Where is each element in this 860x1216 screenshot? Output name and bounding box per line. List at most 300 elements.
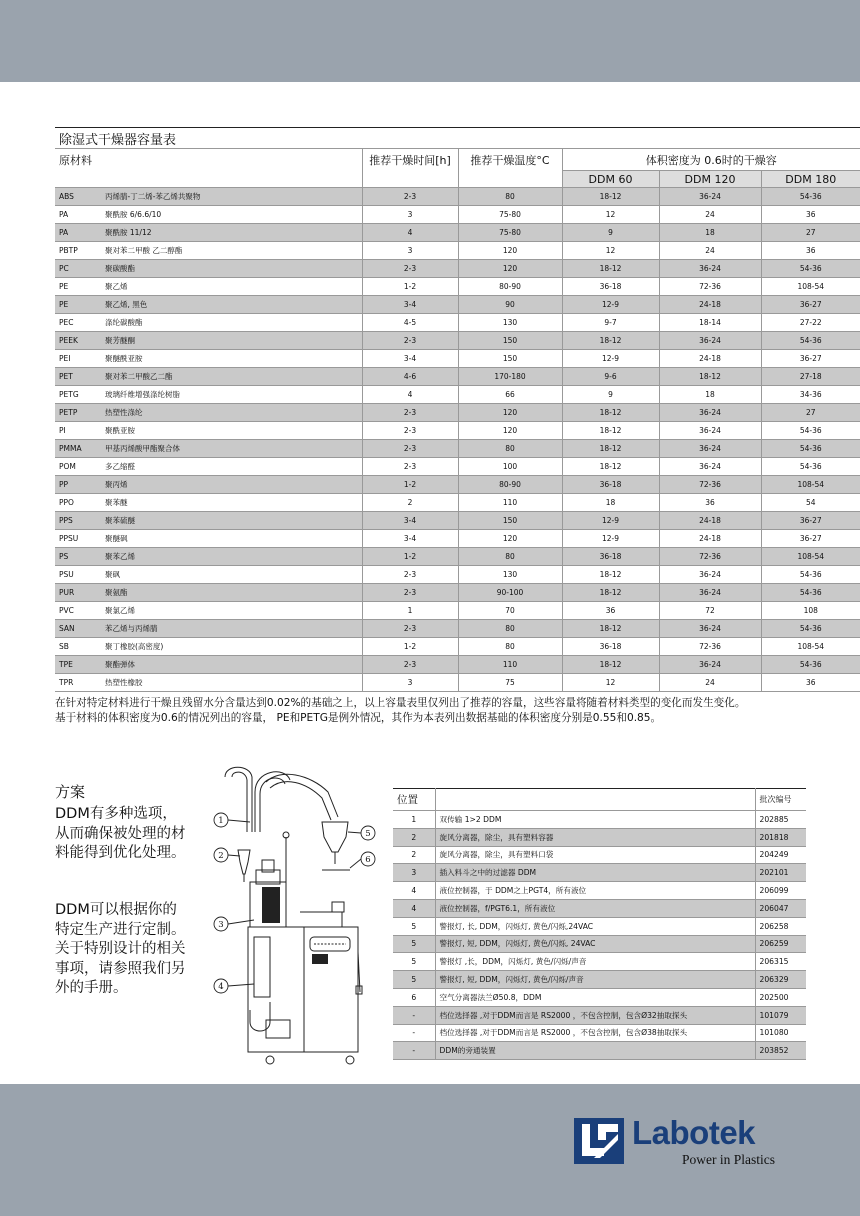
table-row xyxy=(55,548,860,566)
capacity-ddm60: 12 xyxy=(562,674,659,692)
drying-time: 2-3 xyxy=(362,656,458,674)
drying-temp: 70 xyxy=(458,602,562,620)
material-code: PEC xyxy=(55,314,105,332)
table-row xyxy=(393,899,806,917)
capacity-ddm180: 108 xyxy=(761,602,860,620)
material-code: PBTP xyxy=(55,242,105,260)
table-row xyxy=(55,584,860,602)
table-row xyxy=(55,350,860,368)
drying-temp: 90 xyxy=(458,296,562,314)
capacity-ddm180: 54-36 xyxy=(761,458,860,476)
capacity-ddm60: 9 xyxy=(562,386,659,404)
capacity-ddm180: 54-36 xyxy=(761,566,860,584)
capacity-ddm60: 18-12 xyxy=(562,188,659,206)
material-name: 涤纶碳酸酯 xyxy=(105,314,362,332)
capacity-ddm180: 36-27 xyxy=(761,350,860,368)
labotek-logo-mark-icon xyxy=(574,1118,624,1164)
material-code: PP xyxy=(55,476,105,494)
capacity-ddm60: 36-18 xyxy=(562,548,659,566)
option-position: 5 xyxy=(393,971,435,989)
brand-name: Labotek xyxy=(632,1114,756,1151)
material-name: 甲基丙烯酸甲酯聚合体 xyxy=(105,440,362,458)
option-description: 警报灯, 短, DDM，闪烁灯, 黄色/闪烁, 24VAC xyxy=(435,935,755,953)
capacity-ddm180: 54-36 xyxy=(761,656,860,674)
table-row xyxy=(55,494,860,512)
material-code: PPS xyxy=(55,512,105,530)
drying-time: 2-3 xyxy=(362,458,458,476)
capacity-ddm120: 72-36 xyxy=(659,278,761,296)
capacity-ddm60: 18-12 xyxy=(562,332,659,350)
table-row xyxy=(393,988,806,1006)
drying-time: 1-2 xyxy=(362,278,458,296)
capacity-ddm120: 24 xyxy=(659,206,761,224)
capacity-ddm120: 18-14 xyxy=(659,314,761,332)
drying-temp: 120 xyxy=(458,242,562,260)
drying-temp: 80-90 xyxy=(458,476,562,494)
capacity-ddm120: 18 xyxy=(659,386,761,404)
material-name: 苯乙烯与丙烯腈 xyxy=(105,620,362,638)
capacity-ddm120: 36-24 xyxy=(659,332,761,350)
drying-temp: 80 xyxy=(458,188,562,206)
table-row xyxy=(55,422,860,440)
option-part-number: 202885 xyxy=(755,811,806,829)
capacity-ddm120: 36-24 xyxy=(659,584,761,602)
capacity-ddm60: 36-18 xyxy=(562,278,659,296)
capacity-ddm60: 12-9 xyxy=(562,350,659,368)
table-row xyxy=(393,882,806,900)
drying-temp: 80 xyxy=(458,638,562,656)
capacity-ddm180: 54-36 xyxy=(761,620,860,638)
capacity-ddm120: 36-24 xyxy=(659,260,761,278)
capacity-ddm180: 36-27 xyxy=(761,530,860,548)
material-code: PET xyxy=(55,368,105,386)
options-header-part-number: 批次编号 xyxy=(755,789,806,811)
capacity-ddm120: 72-36 xyxy=(659,476,761,494)
drying-temp: 120 xyxy=(458,530,562,548)
capacity-ddm60: 36-18 xyxy=(562,476,659,494)
drying-temp: 80 xyxy=(458,620,562,638)
capacity-ddm180: 54-36 xyxy=(761,422,860,440)
drying-time: 1 xyxy=(362,602,458,620)
note-line-2: 基于材料的体积密度为0.6的情况列出的容量， PE和PETG是例外情况，其作为本表列出数据基础的体积密度分别是0.55和0.85。 xyxy=(55,712,662,724)
capacity-note xyxy=(55,696,815,726)
drying-time: 1-2 xyxy=(362,476,458,494)
table-row xyxy=(393,1042,806,1060)
options-header-description xyxy=(435,789,755,811)
option-part-number: 101080 xyxy=(755,1024,806,1042)
drying-time: 4-5 xyxy=(362,314,458,332)
table-row xyxy=(55,512,860,530)
capacity-ddm120: 24-18 xyxy=(659,296,761,314)
capacity-ddm120: 36 xyxy=(659,494,761,512)
top-header-band xyxy=(0,0,860,82)
capacity-ddm60: 18-12 xyxy=(562,584,659,602)
header-ddm180: DDM 180 xyxy=(761,171,860,188)
drying-time: 2-3 xyxy=(362,404,458,422)
material-name: 聚苯硫醚 xyxy=(105,512,362,530)
drying-temp: 120 xyxy=(458,260,562,278)
drying-temp: 100 xyxy=(458,458,562,476)
capacity-ddm180: 36 xyxy=(761,242,860,260)
drying-temp: 120 xyxy=(458,422,562,440)
material-code: PC xyxy=(55,260,105,278)
option-part-number: 101079 xyxy=(755,1006,806,1024)
material-code: PMMA xyxy=(55,440,105,458)
material-name: 聚丁橡胶(高密度) xyxy=(105,638,362,656)
capacity-ddm180: 36-27 xyxy=(761,296,860,314)
capacity-ddm60: 18-12 xyxy=(562,404,659,422)
option-description: 液位控制器，f/PGT6.1，所有液位 xyxy=(435,899,755,917)
capacity-ddm180: 36-27 xyxy=(761,512,860,530)
option-position: 2 xyxy=(393,846,435,864)
drying-temp: 80 xyxy=(458,548,562,566)
material-code: POM xyxy=(55,458,105,476)
option-position: 3 xyxy=(393,864,435,882)
capacity-ddm180: 54-36 xyxy=(761,188,860,206)
capacity-ddm60: 9 xyxy=(562,224,659,242)
table-row xyxy=(393,828,806,846)
capacity-ddm120: 72-36 xyxy=(659,548,761,566)
note-line-1: 在针对特定材料进行干燥且残留水分含量达到0.02%的基础之上，以上容量表里仅列出了推荐的容量，这些容量将随着材料类型的变化而发生变化。 xyxy=(55,697,746,709)
drying-temp: 90-100 xyxy=(458,584,562,602)
capacity-ddm120: 18 xyxy=(659,224,761,242)
capacity-ddm120: 24 xyxy=(659,242,761,260)
drying-temp: 150 xyxy=(458,512,562,530)
drying-temp: 150 xyxy=(458,350,562,368)
table-row xyxy=(393,917,806,935)
option-description: 插入料斗之中的过滤器 DDM xyxy=(435,864,755,882)
labotek-logo xyxy=(574,1114,814,1172)
capacity-ddm60: 12-9 xyxy=(562,296,659,314)
capacity-ddm120: 72-36 xyxy=(659,638,761,656)
capacity-ddm60: 12 xyxy=(562,242,659,260)
material-name: 聚酰胺 6/6.6/10 xyxy=(105,206,362,224)
drying-temp: 80-90 xyxy=(458,278,562,296)
drying-time: 2-3 xyxy=(362,566,458,584)
material-code: TPE xyxy=(55,656,105,674)
material-code: PEEK xyxy=(55,332,105,350)
drying-time: 3-4 xyxy=(362,530,458,548)
material-code: SAN xyxy=(55,620,105,638)
option-part-number: 206258 xyxy=(755,917,806,935)
option-position: 1 xyxy=(393,811,435,829)
option-part-number: 206329 xyxy=(755,971,806,989)
material-name: 丙烯腈-丁二烯-苯乙烯共聚物 xyxy=(105,188,362,206)
capacity-ddm60: 18-12 xyxy=(562,458,659,476)
material-code: PUR xyxy=(55,584,105,602)
material-code: PA xyxy=(55,206,105,224)
material-code: PPSU xyxy=(55,530,105,548)
material-name: 聚醚砜 xyxy=(105,530,362,548)
table-row xyxy=(393,811,806,829)
capacity-ddm120: 36-24 xyxy=(659,440,761,458)
capacity-ddm60: 18-12 xyxy=(562,260,659,278)
ddm-dryer-diagram xyxy=(210,762,390,1072)
capacity-ddm120: 18-12 xyxy=(659,368,761,386)
drying-time: 3-4 xyxy=(362,512,458,530)
drying-time: 2 xyxy=(362,494,458,512)
capacity-ddm180: 54-36 xyxy=(761,260,860,278)
material-name: 聚砜 xyxy=(105,566,362,584)
option-description: 警报灯, 长, DDM，闪烁灯, 黄色/闪烁,24VAC xyxy=(435,917,755,935)
material-code: PETP xyxy=(55,404,105,422)
capacity-ddm60: 18-12 xyxy=(562,620,659,638)
option-part-number: 201818 xyxy=(755,828,806,846)
drying-time: 3-4 xyxy=(362,296,458,314)
drying-temp: 110 xyxy=(458,656,562,674)
drying-temp: 75 xyxy=(458,674,562,692)
capacity-ddm120: 36-24 xyxy=(659,656,761,674)
option-description: 档位选择器 ,对于DDM而言是 RS2000 ，不包含控制，包含Ø32抽取探头 xyxy=(435,1006,755,1024)
option-position: 2 xyxy=(393,828,435,846)
option-description: 双传输 1>2 DDM xyxy=(435,811,755,829)
capacity-ddm180: 27 xyxy=(761,224,860,242)
material-code: PA xyxy=(55,224,105,242)
capacity-ddm180: 54-36 xyxy=(761,584,860,602)
drying-time: 3 xyxy=(362,206,458,224)
capacity-ddm180: 54 xyxy=(761,494,860,512)
option-part-number: 203852 xyxy=(755,1042,806,1060)
option-position: 4 xyxy=(393,882,435,900)
table-row xyxy=(55,386,860,404)
table-row xyxy=(393,846,806,864)
option-position: 5 xyxy=(393,917,435,935)
capacity-ddm120: 24-18 xyxy=(659,350,761,368)
capacity-ddm120: 36-24 xyxy=(659,422,761,440)
option-part-number: 206315 xyxy=(755,953,806,971)
material-name: 聚乙烯 xyxy=(105,278,362,296)
capacity-ddm120: 36-24 xyxy=(659,566,761,584)
capacity-table-title: 除湿式干燥器容量表 xyxy=(55,128,860,149)
option-part-number: 206099 xyxy=(755,882,806,900)
option-position: - xyxy=(393,1024,435,1042)
material-code: PS xyxy=(55,548,105,566)
header-volume-capacity: 体积密度为 0.6时的干燥容 xyxy=(562,149,860,171)
table-row xyxy=(55,638,860,656)
material-name: 聚芳醚酮 xyxy=(105,332,362,350)
callout-6: 6 xyxy=(365,855,371,865)
callout-5: 5 xyxy=(365,829,371,839)
material-name: 聚酰亚胺 xyxy=(105,422,362,440)
capacity-ddm60: 9-7 xyxy=(562,314,659,332)
drying-temp: 75-80 xyxy=(458,224,562,242)
capacity-ddm180: 108-54 xyxy=(761,638,860,656)
drying-time: 2-3 xyxy=(362,584,458,602)
capacity-ddm60: 12 xyxy=(562,206,659,224)
material-code: PI xyxy=(55,422,105,440)
option-description: 空气分离器法兰Ø50.8，DDM xyxy=(435,988,755,1006)
capacity-ddm180: 34-36 xyxy=(761,386,860,404)
header-drying-time: 推荐干燥时间[h] xyxy=(362,149,458,188)
option-part-number: 206259 xyxy=(755,935,806,953)
material-name: 聚对苯二甲酸 乙二醇酯 xyxy=(105,242,362,260)
capacity-ddm120: 24 xyxy=(659,674,761,692)
header-ddm60: DDM 60 xyxy=(562,171,659,188)
solution-paragraph-2: DDM可以根据你的特定生产进行定制。关于特别设计的相关事项，请参照我们另外的手册。 xyxy=(55,902,186,996)
table-row xyxy=(55,206,860,224)
table-row xyxy=(55,332,860,350)
options-table xyxy=(393,788,806,1060)
drying-time: 3 xyxy=(362,674,458,692)
table-row xyxy=(393,1006,806,1024)
callout-4: 4 xyxy=(218,982,224,992)
table-row xyxy=(393,1024,806,1042)
option-part-number: 206047 xyxy=(755,899,806,917)
material-name: 玻璃纤维增强涤纶树脂 xyxy=(105,386,362,404)
table-row xyxy=(393,864,806,882)
capacity-ddm60: 9-6 xyxy=(562,368,659,386)
header-drying-temp: 推荐干燥温度°C xyxy=(458,149,562,188)
drying-time: 2-3 xyxy=(362,620,458,638)
table-row xyxy=(55,458,860,476)
header-ddm120: DDM 120 xyxy=(659,171,761,188)
table-row xyxy=(55,242,860,260)
material-name: 热塑性橡胶 xyxy=(105,674,362,692)
capacity-ddm180: 27-18 xyxy=(761,368,860,386)
option-description: 旋风分离器，除尘，具有塑料容器 xyxy=(435,828,755,846)
drying-temp: 110 xyxy=(458,494,562,512)
capacity-ddm60: 18-12 xyxy=(562,422,659,440)
option-position: - xyxy=(393,1006,435,1024)
material-name: 聚氯乙烯 xyxy=(105,602,362,620)
option-position: - xyxy=(393,1042,435,1060)
material-name: 聚氨酯 xyxy=(105,584,362,602)
table-row xyxy=(55,260,860,278)
capacity-ddm180: 108-54 xyxy=(761,278,860,296)
drying-temp: 80 xyxy=(458,440,562,458)
material-name: 聚对苯二甲酸乙二酯 xyxy=(105,368,362,386)
table-row xyxy=(393,935,806,953)
table-row xyxy=(55,656,860,674)
table-row xyxy=(55,566,860,584)
capacity-table xyxy=(55,127,860,692)
drying-time: 4 xyxy=(362,224,458,242)
drying-time: 2-3 xyxy=(362,188,458,206)
drying-time: 4 xyxy=(362,386,458,404)
option-position: 5 xyxy=(393,935,435,953)
capacity-ddm180: 27 xyxy=(761,404,860,422)
material-code: PE xyxy=(55,278,105,296)
material-name: 聚碳酸酯 xyxy=(105,260,362,278)
table-row xyxy=(393,953,806,971)
material-code: PVC xyxy=(55,602,105,620)
capacity-ddm120: 36-24 xyxy=(659,404,761,422)
option-part-number: 202500 xyxy=(755,988,806,1006)
option-description: 液位控制器，于 DDM之上PGT4，所有液位 xyxy=(435,882,755,900)
capacity-ddm60: 36-18 xyxy=(562,638,659,656)
capacity-ddm180: 36 xyxy=(761,674,860,692)
table-row xyxy=(55,314,860,332)
solution-title: 方案 xyxy=(55,783,86,801)
option-position: 6 xyxy=(393,988,435,1006)
drying-temp: 66 xyxy=(458,386,562,404)
capacity-ddm180: 54-36 xyxy=(761,440,860,458)
capacity-ddm60: 18 xyxy=(562,494,659,512)
table-row xyxy=(55,224,860,242)
drying-time: 2-3 xyxy=(362,332,458,350)
table-row xyxy=(55,476,860,494)
solution-paragraph-1: DDM有多种选项，从而确保被处理的材料能得到优化处理。 xyxy=(55,806,186,861)
table-row xyxy=(55,440,860,458)
drying-time: 3 xyxy=(362,242,458,260)
table-row xyxy=(55,674,860,692)
material-name: 多乙缩醛 xyxy=(105,458,362,476)
table-row xyxy=(55,530,860,548)
table-row xyxy=(55,278,860,296)
material-name: 聚酯弹体 xyxy=(105,656,362,674)
callout-3: 3 xyxy=(218,920,224,930)
material-code: PPO xyxy=(55,494,105,512)
material-name: 聚苯醚 xyxy=(105,494,362,512)
material-name: 聚醚酰亚胺 xyxy=(105,350,362,368)
table-row xyxy=(55,602,860,620)
material-code: PSU xyxy=(55,566,105,584)
material-code: TPR xyxy=(55,674,105,692)
material-name: 热塑性涤纶 xyxy=(105,404,362,422)
option-position: 4 xyxy=(393,899,435,917)
table-row xyxy=(55,296,860,314)
capacity-ddm180: 27-22 xyxy=(761,314,860,332)
table-row xyxy=(55,404,860,422)
option-part-number: 204249 xyxy=(755,846,806,864)
material-name: 聚乙烯, 黑色 xyxy=(105,296,362,314)
capacity-ddm60: 18-12 xyxy=(562,440,659,458)
drying-temp: 170-180 xyxy=(458,368,562,386)
material-name: 聚苯乙烯 xyxy=(105,548,362,566)
capacity-ddm60: 18-12 xyxy=(562,656,659,674)
brand-tagline: Power in Plastics xyxy=(682,1152,775,1167)
drying-temp: 150 xyxy=(458,332,562,350)
capacity-ddm180: 36 xyxy=(761,206,860,224)
material-name: 聚酰胺 11/12 xyxy=(105,224,362,242)
capacity-ddm120: 24-18 xyxy=(659,530,761,548)
capacity-ddm60: 12-9 xyxy=(562,530,659,548)
capacity-ddm120: 24-18 xyxy=(659,512,761,530)
drying-temp: 120 xyxy=(458,404,562,422)
table-row xyxy=(55,188,860,206)
option-position: 5 xyxy=(393,953,435,971)
option-description: 档位选择器 ,对于DDM而言是 RS2000 ，不包含控制，包含Ø38抽取探头 xyxy=(435,1024,755,1042)
header-material: 原材料 xyxy=(55,149,362,188)
callout-1: 1 xyxy=(218,816,224,826)
material-name: 聚丙烯 xyxy=(105,476,362,494)
drying-time: 1-2 xyxy=(362,548,458,566)
capacity-ddm120: 72 xyxy=(659,602,761,620)
drying-time: 1-2 xyxy=(362,638,458,656)
option-description: 旋风分离器，除尘，具有塑料口袋 xyxy=(435,846,755,864)
drying-time: 2-3 xyxy=(362,440,458,458)
option-description: DDM的旁通装置 xyxy=(435,1042,755,1060)
material-code: PEI xyxy=(55,350,105,368)
capacity-ddm120: 36-24 xyxy=(659,620,761,638)
material-code: PETG xyxy=(55,386,105,404)
drying-time: 4-6 xyxy=(362,368,458,386)
drying-temp: 75-80 xyxy=(458,206,562,224)
options-header-position: 位置 xyxy=(393,789,435,811)
capacity-ddm180: 108-54 xyxy=(761,548,860,566)
drying-time: 3-4 xyxy=(362,350,458,368)
capacity-ddm60: 18-12 xyxy=(562,566,659,584)
option-description: 警报灯 ,长，DDM，闪烁灯, 黄色/闪烁/声音 xyxy=(435,953,755,971)
option-part-number: 202101 xyxy=(755,864,806,882)
capacity-ddm60: 36 xyxy=(562,602,659,620)
material-code: ABS xyxy=(55,188,105,206)
table-row xyxy=(55,368,860,386)
option-description: 警报灯, 短, DDM，闪烁灯, 黄色/闪烁/声音 xyxy=(435,971,755,989)
material-code: PE xyxy=(55,296,105,314)
capacity-ddm120: 36-24 xyxy=(659,188,761,206)
capacity-ddm180: 108-54 xyxy=(761,476,860,494)
